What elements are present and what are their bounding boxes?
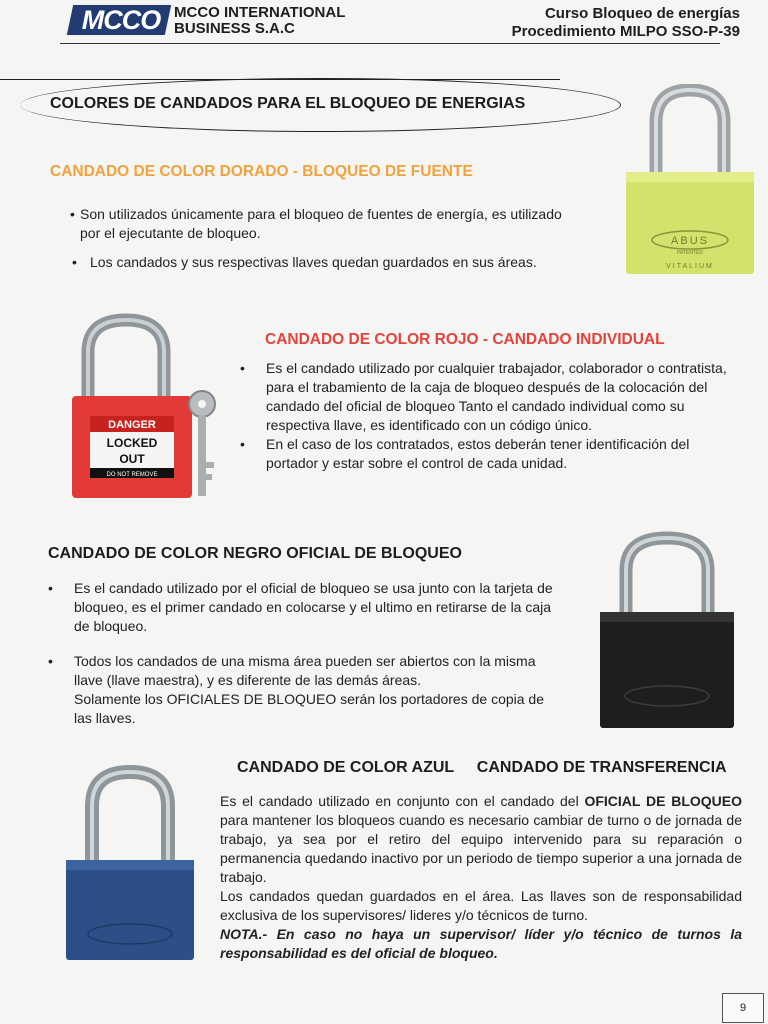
blue-paragraph-1: Es el candado utilizado en conjunto con el candado del OFICIAL DE BLOQUEO para mantener los bloqueos cuando es necesario cambiar de turno o de jornada de trabajo, ya sea por el retiro del equipo intervenido para su reparación o permanencia quedando inactivo por un periodo de tiempo superior a una jornada de trabajo.: [220, 793, 742, 885]
gold-lock-sub2: VITALIUM: [666, 263, 714, 270]
gold-lock-sub1: PATENTED: [677, 250, 703, 256]
tag-small: DO NOT REMOVE: [106, 472, 158, 478]
gold-bullet-2: • Los candados y sus respectivas llaves quedan guardados en sus áreas.: [72, 254, 537, 270]
gold-bullet-1: • Son utilizados únicamente para el bloqueo de fuentes de energía, es utilizado por el ejecutante de bloqueo.: [70, 206, 562, 241]
red-section-heading: CANDADO DE COLOR ROJO - CANDADO INDIVIDUAL: [265, 331, 665, 348]
course-title: [512, 5, 740, 41]
red-section-body: [240, 359, 730, 483]
course-title-line2: Procedimiento MILPO SSO-P-39: [511, 23, 740, 40]
blue-section-body: [220, 792, 742, 963]
red-bullet-2: • En el caso de los contratados, estos deberán tener identificación del portador y estar sobre el control de cada unidad.: [240, 436, 690, 471]
black-padlock-image: [596, 530, 738, 732]
red-bullet-1: • Es el candado utilizado por cualquier trabajador, colaborador o contratista, para el trabamiento de la caja de bloqueo después de la colocación del candado del oficial de bloqueo Tanto el candado individual como su respectiva llave, es identificado con un código único.: [240, 360, 727, 433]
black-section-body: [48, 579, 564, 738]
tag-locked: LOCKED: [106, 436, 158, 450]
red-padlock-image: [66, 312, 226, 504]
tag-out: OUT: [119, 452, 145, 466]
blue-section-heading: [237, 759, 737, 777]
gold-padlock-image: [622, 84, 758, 278]
black-bullet-1: • Es el candado utilizado por el oficial de bloqueo se usa junto con la tarjeta de bloqueo, es el primer candado en colocarse y el ultimo en retirarse de la caja de bloqueo.: [48, 580, 553, 634]
blue-heading-b: CANDADO DE TRANSFERENCIA: [476, 759, 727, 776]
course-title-line1: Curso Bloqueo de energías: [544, 5, 740, 22]
page-title: COLORES DE CANDADOS PARA EL BLOQUEO DE ENERGIAS: [50, 95, 526, 112]
header-divider: [60, 43, 720, 44]
gold-section-heading: CANDADO DE COLOR DORADO - BLOQUEO DE FUENTE: [50, 163, 473, 180]
tag-danger: DANGER: [108, 419, 156, 431]
company-name-line2: BUSINESS S.A.C: [174, 20, 295, 37]
company-logo: MCCO: [81, 5, 161, 35]
gold-lock-brand: ABUS: [671, 235, 709, 247]
company-name-line1: MCCO INTERNATIONAL: [174, 4, 346, 21]
blue-paragraph-2: Los candados quedan guardados en el área. Las llaves son de responsabilidad exclusiva de los supervisores/ lideres y/o técnicos de turno.: [220, 888, 742, 923]
company-name: [174, 5, 345, 37]
blue-heading-a: CANDADO DE COLOR AZUL: [237, 759, 454, 776]
black-bullet-2: • Todos los candados de una misma área pueden ser abiertos con la misma llave (llave maestra), y es diferente de las demás áreas. Solamente los OFICIALES DE BLOQUEO serán los portadores de copia de las llaves.: [48, 653, 545, 726]
blue-padlock-image: [62, 764, 198, 964]
black-section-heading: CANDADO DE COLOR NEGRO OFICIAL DE BLOQUEO: [48, 545, 462, 562]
page-number: 9: [722, 993, 764, 1023]
blue-nota: NOTA.- En caso no haya un supervisor/ líder y/o técnico de turnos la responsabilidad es del oficial de bloqueo.: [220, 926, 742, 961]
gold-section-body: [70, 205, 580, 282]
